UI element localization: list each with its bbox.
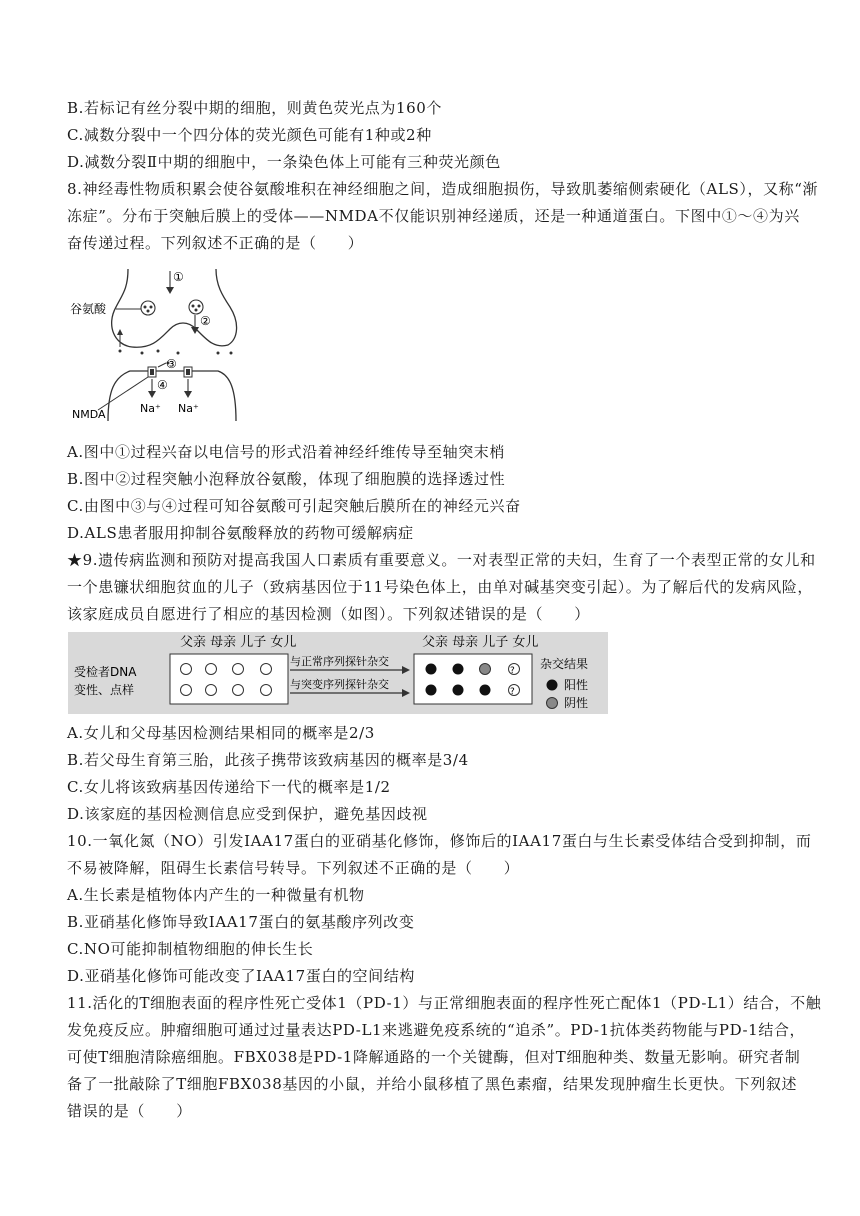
na-ion-label-right: Na⁺ bbox=[178, 402, 199, 415]
q10-option-b: B.亚硝基化修饰导致IAA17蛋白的氨基酸序列改变 bbox=[67, 913, 415, 931]
q9-stem-line-2: 一个患镰状细胞贫血的儿子（致病基因位于11号染色体上，由单对碱基突变引起）。为了解后代的发病风险， bbox=[67, 578, 813, 596]
q8-option-d: D.ALS患者服用抑制谷氨酸释放的药物可缓解病症 bbox=[67, 524, 414, 542]
q8-option-c: C.由图中③与④过程可知谷氨酸可引起突触后膜所在的神经元兴奋 bbox=[67, 497, 521, 515]
q11-stem-line-4: 备了一批敲除了T细胞FBX038基因的小鼠，并给小鼠移植了黑色素瘤，结果发现肿瘤生长更快。下列叙述 bbox=[67, 1075, 798, 1093]
prev-question-option-b: B.若标记有丝分裂中期的细胞，则黄色荧光点为160个 bbox=[67, 99, 443, 117]
gene-test-figure bbox=[68, 632, 608, 714]
legend-positive: 阳性 bbox=[564, 678, 589, 692]
legend-negative: 阴性 bbox=[564, 696, 589, 710]
q8-stem-line-1: 8.神经毒性物质积累会使谷氨酸堆积在神经细胞之间，造成细胞损伤，导致肌萎缩侧索硬化（ALS），又称“渐 bbox=[67, 180, 819, 198]
right-panel-header: 父亲 母亲 儿子 女儿 bbox=[422, 635, 539, 650]
q11-stem-line-5: 错误的是（ ） bbox=[67, 1102, 192, 1120]
nmda-label: NMDA bbox=[72, 408, 106, 421]
daughter-unknown-normal: ? bbox=[510, 666, 515, 676]
q9-option-d: D.该家庭的基因检测信息应受到保护，避免基因歧视 bbox=[67, 805, 428, 823]
q9-option-b: B.若父母生育第三胎，此孩子携带该致病基因的概率是3/4 bbox=[67, 751, 469, 769]
q9-stem-line-1: ★9.遗传病监测和预防对提高我国人口素质有重要意义。一对表型正常的夫妇，生育了一个表型正常的女儿和 bbox=[67, 551, 816, 569]
left-panel-header: 父亲 母亲 儿子 女儿 bbox=[180, 635, 297, 650]
step-4-label: ④ bbox=[157, 378, 168, 392]
dna-label-2: 变性、点样 bbox=[74, 683, 135, 697]
glutamate-label: 谷氨酸 bbox=[70, 302, 107, 316]
q9-stem-line-3: 该家庭成员自愿进行了相应的基因检测（如图）。下列叙述错误的是（ ） bbox=[67, 605, 590, 623]
q10-stem-line-2: 不易被降解，阻碍生长素信号转导。下列叙述不正确的是（ ） bbox=[67, 859, 520, 877]
synapse-figure bbox=[68, 267, 240, 423]
step-1-label: ① bbox=[173, 270, 184, 284]
prev-question-option-d: D.减数分裂Ⅱ中期的细胞中，一条染色体上可能有三种荧光颜色 bbox=[67, 153, 501, 171]
step-3-label: ③ bbox=[166, 357, 177, 371]
dna-label-1: 受检者DNA bbox=[74, 665, 137, 679]
prev-question-option-c: C.减数分裂中一个四分体的荧光颜色可能有1种或2种 bbox=[67, 126, 432, 144]
q9-option-a: A.女儿和父母基因检测结果相同的概率是2/3 bbox=[67, 724, 375, 742]
q11-stem-line-3: 可使T细胞清除癌细胞。FBX038是PD-1降解通路的一个关键酶，但对T细胞种类、数量无影响。研究者制 bbox=[67, 1048, 801, 1066]
na-ion-label-left: Na⁺ bbox=[140, 402, 161, 415]
q10-option-d: D.亚硝基化修饰可能改变了IAA17蛋白的空间结构 bbox=[67, 967, 415, 985]
legend-title: 杂交结果 bbox=[540, 657, 589, 671]
daughter-unknown-mutant: ? bbox=[510, 687, 515, 697]
step-2-label: ② bbox=[200, 314, 211, 328]
q10-option-c: C.NO可能抑制植物细胞的伸长生长 bbox=[67, 940, 314, 958]
arrow-label-normal: 与正常序列探针杂交 bbox=[290, 655, 389, 668]
q8-stem-line-2: 冻症”。分布于突触后膜上的受体——NMDA不仅能识别神经递质，还是一种通道蛋白。下图中①～④为兴 bbox=[67, 207, 800, 225]
q8-stem-line-3: 奋传递过程。下列叙述不正确的是（ ） bbox=[67, 234, 364, 252]
q10-stem-line-1: 10.一氧化氮（NO）引发IAA17蛋白的亚硝基化修饰，修饰后的IAA17蛋白与生长素受体结合受到抑制，而 bbox=[67, 832, 812, 850]
q9-option-c: C.女儿将该致病基因传递给下一代的概率是1/2 bbox=[67, 778, 391, 796]
q8-option-b: B.图中②过程突触小泡释放谷氨酸，体现了细胞膜的选择透过性 bbox=[67, 470, 506, 488]
arrow-label-mutant: 与突变序列探针杂交 bbox=[290, 678, 389, 691]
q10-option-a: A.生长素是植物体内产生的一种微量有机物 bbox=[67, 886, 365, 904]
q8-option-a: A.图中①过程兴奋以电信号的形式沿着神经纤维传导至轴突末梢 bbox=[67, 443, 506, 461]
q11-stem-line-1: 11.活化的T细胞表面的程序性死亡受体1（PD-1）与正常细胞表面的程序性死亡配体1（PD-L1）结合，不触 bbox=[67, 994, 822, 1012]
q11-stem-line-2: 发免疫反应。肿瘤细胞可通过过量表达PD-L1来逃避免疫系统的“追杀”。PD-1抗体类药物能与PD-1结合， bbox=[67, 1021, 806, 1039]
